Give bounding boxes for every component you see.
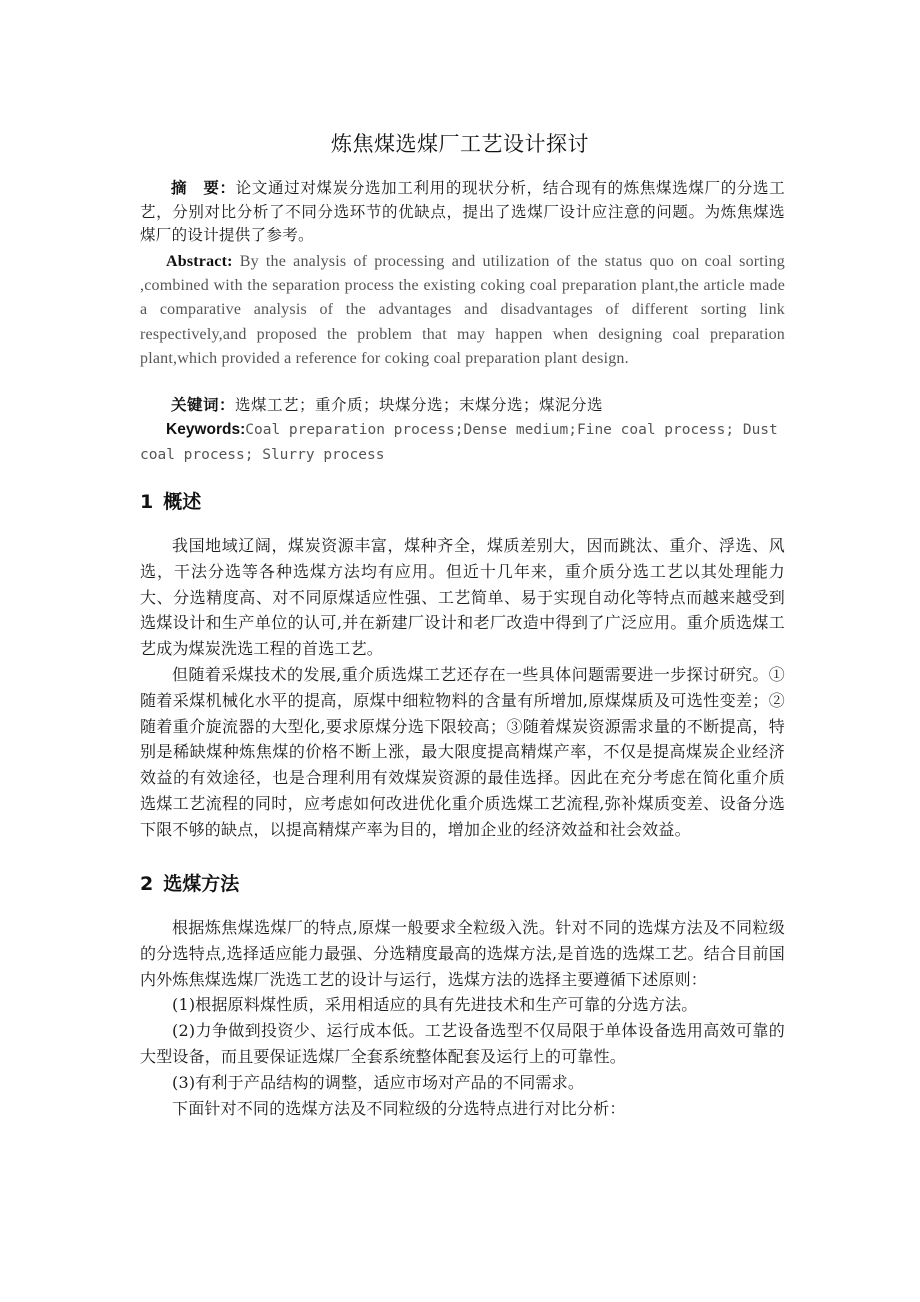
abstract-english <box>140 250 785 371</box>
abstract-chinese-text: 论文通过对煤炭分选加工利用的现状分析，结合现有的炼焦煤选煤厂的分选工艺，分别对比分析了不同分选环节的优缺点，提出了选煤厂设计应注意的问题。为炼焦煤选煤厂的设计提供了参考。 <box>140 179 785 244</box>
section-2-number: 2 <box>140 873 154 895</box>
keywords-english-label: Keywords: <box>166 421 246 438</box>
section-2-body <box>140 915 785 1121</box>
keywords-english <box>140 418 785 467</box>
section-2-paragraph: 根据炼焦煤选煤厂的特点,原煤一般要求全粒级入洗。针对不同的选煤方法及不同粒级的分选特点,选择适应能力最强、分选精度最高的选煤方法,是首选的选煤工艺。结合目前国内外炼焦煤选煤厂洗选工艺的设计与运行，选煤方法的选择主要遵循下述原则： <box>140 918 785 989</box>
section-1-body <box>140 533 785 843</box>
section-1-title: 概述 <box>163 491 202 513</box>
section-2-paragraph: 下面针对不同的选煤方法及不同粒级的分选特点进行对比分析： <box>172 1098 626 1118</box>
keywords-chinese-label: 关键词： <box>171 395 236 414</box>
section-2-list-item: (2)力争做到投资少、运行成本低。工艺设备选型不仅局限于单体设备选用高效可靠的大型设备，而且要保证选煤厂全套系统整体配套及运行上的可靠性。 <box>140 1021 785 1066</box>
keywords-chinese <box>140 393 785 417</box>
paper-title: 炼焦煤选煤厂工艺设计探讨 <box>331 132 589 156</box>
section-2-list-item: (3)有利于产品结构的调整，适应市场对产品的不同需求。 <box>172 1072 585 1092</box>
section-2-title: 选煤方法 <box>163 873 240 895</box>
section-1-paragraph: 但随着采煤技术的发展,重介质选煤工艺还存在一些具体问题需要进一步探讨研究。①随着采煤机械化水平的提高，原煤中细粒物料的含量有所增加,原煤煤质及可选性变差；②随着重介旋流器的大型化,要求原煤分选下限较高；③随着煤炭资源需求量的不断提高，特别是稀缺煤种炼焦煤的价格不断上涨，最大限度提高精煤产率，不仅是提高煤炭企业经济效益的有效途径，也是合理利用有效煤炭资源的最佳选择。因此在充分考虑在简化重介质选煤工艺流程的同时，应考虑如何改进优化重介质选煤工艺流程,弥补煤质变差、设备分选下限不够的缺点，以提高精煤产率为目的，增加企业的经济效益和社会效益。 <box>140 664 785 839</box>
section-2-list-item: (1)根据原料煤性质，采用相适应的具有先进技术和生产可靠的分选方法。 <box>172 995 698 1015</box>
keywords-chinese-text: 选煤工艺；重介质；块煤分选；末煤分选；煤泥分选 <box>235 396 604 414</box>
abstract-chinese-label: 摘 要： <box>171 178 236 197</box>
abstract-english-label: Abstract: <box>166 253 233 270</box>
abstract-english-text: By the analysis of processing and utilization of the status quo on coal sorting ,combined with the separation process the existing coking coal preparation plant,the article made a comparative analysis of the advantages and disadvantages of different sorting link respectively,and proposed the problem that may happen when designing coal preparation plant,which provided a reference for coking coal preparation plant design. <box>140 253 785 367</box>
section-1-paragraph: 我国地域辽阔，煤炭资源丰富，煤种齐全，煤质差别大，因而跳汰、重介、浮选、风选，干法分选等各种选煤方法均有应用。但近十几年来，重介质分选工艺以其处理能力大、分选精度高、对不同原煤适应性强、工艺简单、易于实现自动化等特点而越来越受到选煤设计和生产单位的认可,并在新建厂设计和老厂改造中得到了广泛应用。重介质选煤工艺成为煤炭洗选工程的首选工艺。 <box>140 536 785 659</box>
keywords-english-text: Coal preparation process;Dense medium;Fine coal process; Dust coal process; Slurry process <box>140 422 778 463</box>
section-2-heading <box>140 869 239 896</box>
section-1-heading <box>140 487 201 514</box>
abstract-chinese <box>140 176 785 248</box>
section-1-number: 1 <box>140 491 154 513</box>
